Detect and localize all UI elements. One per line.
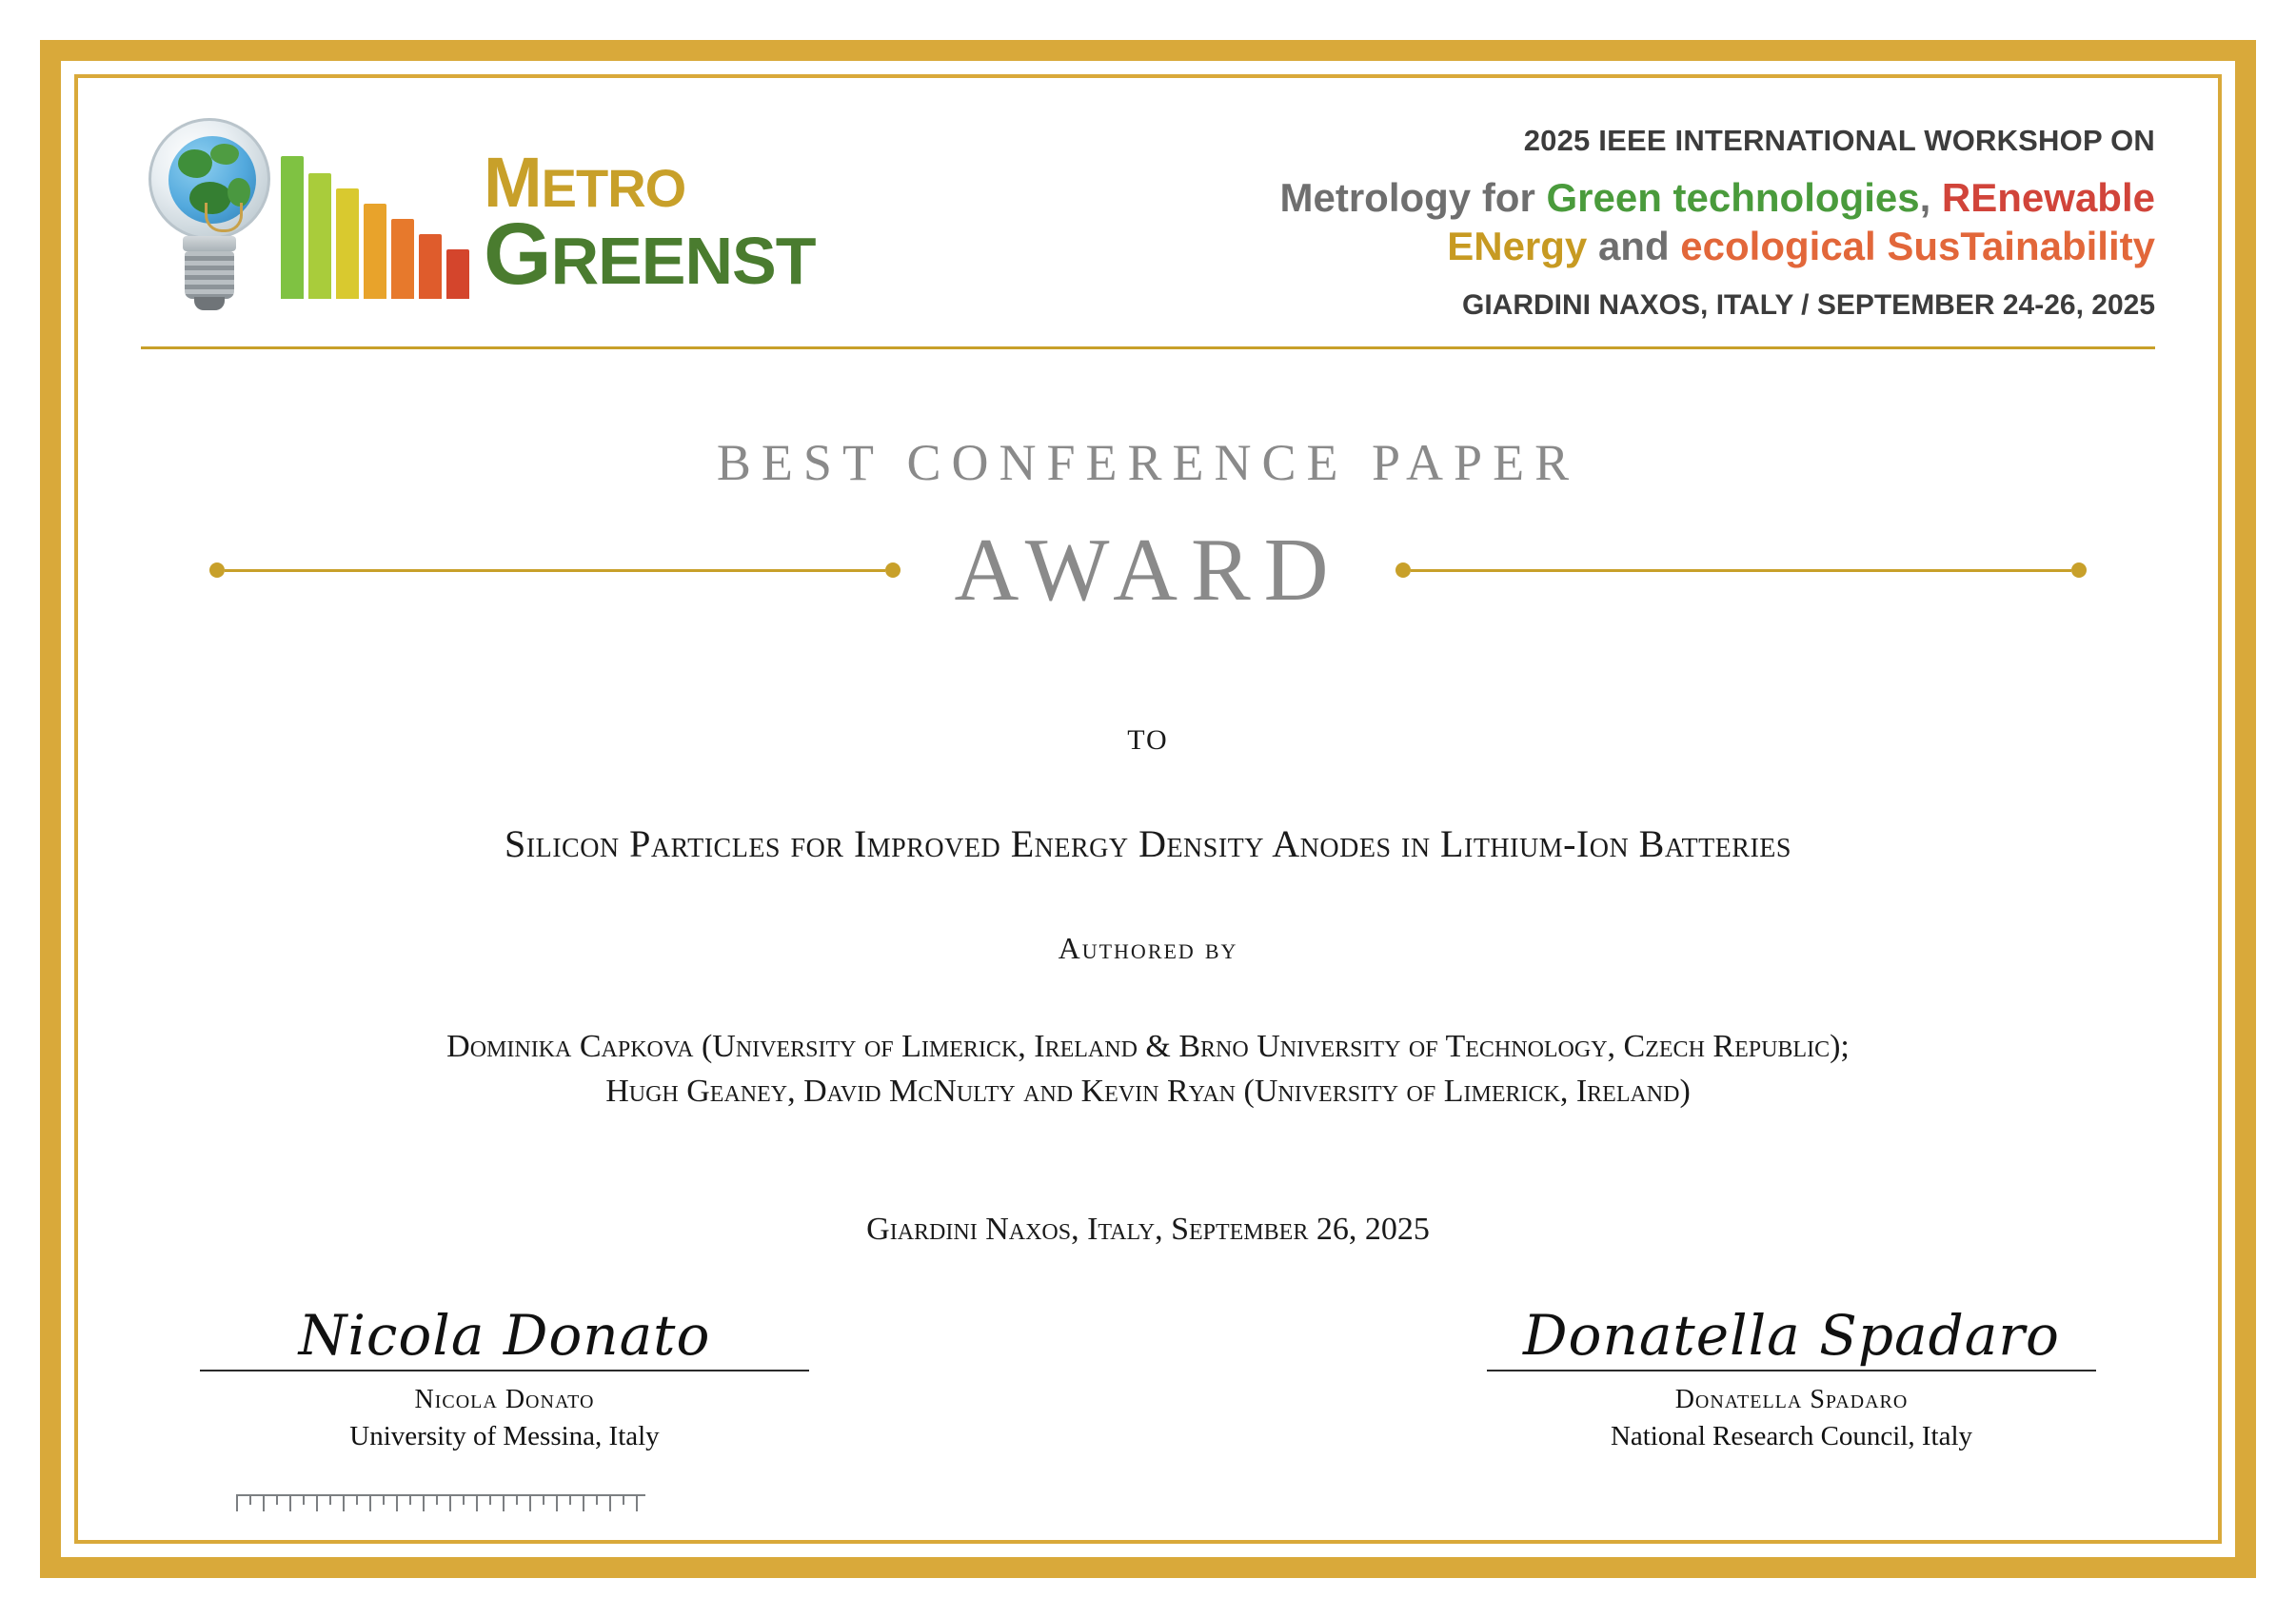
conference-location-date: GIARDINI NAXOS, ITALY / SEPTEMBER 24-26, 2025 <box>1462 289 2155 322</box>
logo-word-metro: METRO <box>484 142 686 222</box>
signature-block-right <box>1487 1303 2096 1452</box>
lightbulb-globe-icon <box>141 116 279 321</box>
signature-line-right <box>1487 1370 2096 1371</box>
metro-greenst-logo <box>141 116 816 321</box>
conference-title <box>835 173 2156 270</box>
conference-title-part-6: and <box>1587 224 1681 269</box>
signature-script-left: Nicola Donato <box>298 1303 711 1369</box>
award-heading-row <box>95 519 2201 622</box>
ruler-icon <box>236 1494 645 1519</box>
signature-script-right: Donatella Spadaro <box>1523 1303 2060 1369</box>
paper-title: Silicon Particles for Improved Energy Density Anodes in Lithium-Ion Batteries <box>505 822 1791 866</box>
award-word: AWARD <box>954 521 1342 621</box>
signatory-affiliation-right: National Research Council, Italy <box>1610 1421 1973 1452</box>
signature-area <box>95 1303 2201 1452</box>
conference-header-text <box>835 107 2156 322</box>
conference-title-part-2: Green technologies <box>1546 175 1920 220</box>
award-category: BEST CONFERENCE PAPER <box>716 434 1580 492</box>
signatory-affiliation-left: University of Messina, Italy <box>349 1421 660 1452</box>
certificate-header <box>95 91 2201 322</box>
signatory-name-right: Donatella Spadaro <box>1674 1385 1909 1415</box>
conference-title-part-4: REnewable <box>1941 175 2155 220</box>
bar-chart-icon <box>281 128 474 299</box>
authors-line-2: Hugh Geaney, David McNulty and Kevin Ryan (University of Limerick, Ireland) <box>605 1074 1691 1110</box>
signature-block-left <box>200 1303 809 1452</box>
signatory-name-left: Nicola Donato <box>414 1385 595 1415</box>
award-rule-left <box>209 562 901 578</box>
conference-title-part-7: ecological SusTainability <box>1680 224 2155 269</box>
award-rule-right <box>1395 562 2087 578</box>
logo-wordmark <box>484 142 816 303</box>
conference-title-part-5: ENergy <box>1447 224 1588 269</box>
conference-title-part-3: , <box>1919 175 1942 220</box>
logo-word-greenst: GREENST <box>484 205 816 303</box>
place-and-date: Giardini Naxos, Italy, September 26, 2025 <box>866 1212 1430 1248</box>
certificate-content <box>95 91 2201 1527</box>
signature-line-left <box>200 1370 809 1371</box>
authored-by-label: Authored by <box>1058 931 1238 966</box>
authors-line-1: Dominika Capkova (University of Limerick, Ireland & Brno University of Technology, Czech Republic); <box>446 1029 1850 1065</box>
to-label: TO <box>1127 724 1169 757</box>
conference-title-part-1: Metrology for <box>1279 175 1547 220</box>
conference-subtitle: 2025 IEEE INTERNATIONAL WORKSHOP ON <box>1523 124 2155 157</box>
header-divider <box>141 346 2155 349</box>
authors <box>95 1025 2201 1115</box>
